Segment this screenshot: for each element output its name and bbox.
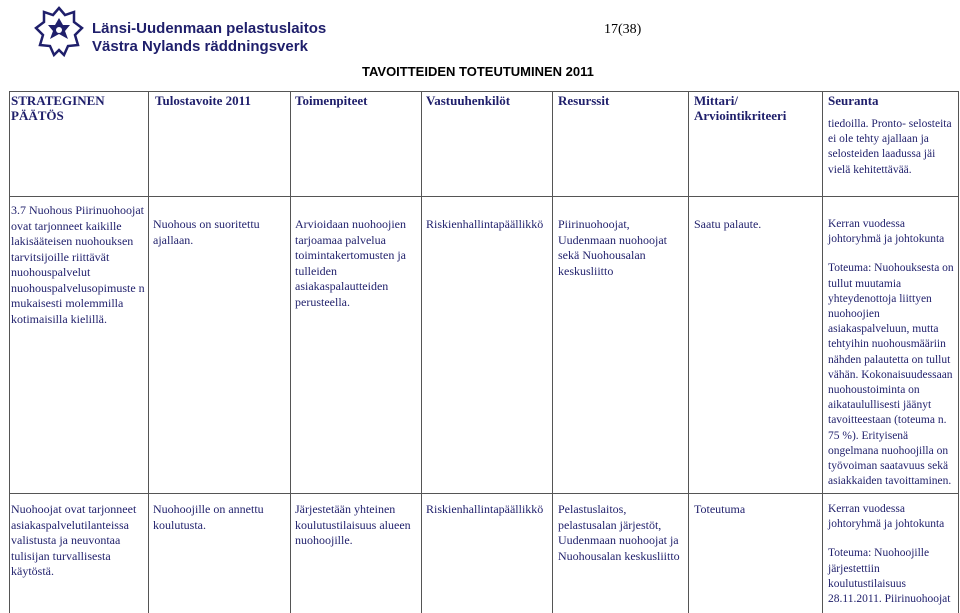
row2-strateginen: Nuohoojat ovat tarjonneet asiakaspalvelutilanteissa valistusta ja neuvontaa tulisijan turvallisesta käytöstä. xyxy=(11,502,137,578)
col-header-mittari: Mittari/ Arviointikriteeri xyxy=(694,93,787,123)
row2-seuranta-toteuma: Toteuma: Nuohoojille järjestettiin koulutustilaisuus 28.11.2011. Piirinuohoojat xyxy=(828,547,951,606)
row2-mittari: Toteutuma xyxy=(694,502,746,516)
row2-tulostavoite: Nuohoojille on annettu koulutusta. xyxy=(153,502,264,532)
row1-seuranta-toteuma: Toteuma: Nuohouksesta on tullut muutamia yhteydenottoja liittyen nuohoojien asiakaspalveluun, mutta tehtyihin nuohousmääriin nähden palautetta on tullut vähän. Kokonaisuudessaan nuohoustoiminta on aikataulullisesti jäänyt tavoitteestaan (toteuma n. 75 %). Erityisenä ongelmana nuohoojilla on työvoiman saatavuus sekä asiakkaiden tavoittaminen. xyxy=(828,262,954,488)
row2-seuranta xyxy=(828,502,956,607)
row1-toimenpiteet: Arvioidaan nuohoojien tarjoamaa palvelua toimintakertomusten ja tulleiden asiakaspalautteiden perusteella. xyxy=(295,217,406,309)
row1-seuranta xyxy=(828,217,956,489)
row1-tulostavoite: Nuohous on suoritettu ajallaan. xyxy=(153,217,260,247)
col-header-toimenpiteet: Toimenpiteet xyxy=(295,93,368,108)
document-title: TAVOITTEIDEN TOTEUTUMINEN 2011 xyxy=(362,64,594,79)
carryover-text: tiedoilla. Pronto- selosteita ei ole tehty ajallaan ja selosteiden laadussa jäi vielä kehitettävää. xyxy=(828,118,952,176)
org-name-fi: Länsi-Uudenmaan pelastuslaitos xyxy=(92,20,327,37)
row2-vastuuhenkilot: Riskienhallintapäällikkö xyxy=(426,502,544,516)
col-header-seuranta: Seuranta xyxy=(828,93,879,108)
row1-strateginen: 3.7 Nuohous Piirinuohoojat ovat tarjonneet kaikille lakisääteisen nuohouksen tarvitsijoille riittävät nuohouspalvelut nuohouspalvelusopimuste n mukaisesti molemmilla kotimaisilla kielillä. xyxy=(11,203,145,326)
col-header-strateginen: STRATEGINEN PÄÄTÖS xyxy=(11,93,105,123)
row1-seuranta-frequency: Kerran vuodessa johtoryhmä ja johtokunta xyxy=(828,218,945,246)
emblem-icon xyxy=(34,6,84,60)
row2-resurssit: Pelastuslaitos, pelastusalan järjestöt, Uudenmaan nuohoojat ja Nuohousalan keskusliitto xyxy=(558,502,680,563)
row1-mittari: Saatu palaute. xyxy=(694,217,762,231)
goals-table xyxy=(9,91,959,613)
col-header-tulostavoite: Tulostavoite 2011 xyxy=(155,93,251,108)
row1-resurssit: Piirinuohoojat, Uudenmaan nuohoojat sekä Nuohousalan keskusliitto xyxy=(558,217,667,278)
col-header-resurssit: Resurssit xyxy=(558,93,610,108)
org-name-sv: Västra Nylands räddningsverk xyxy=(92,38,308,55)
row2-seuranta-frequency: Kerran vuodessa johtoryhmä ja johtokunta xyxy=(828,503,945,531)
row1-vastuuhenkilot: Riskienhallintapäällikkö xyxy=(426,217,544,231)
row2-toimenpiteet: Järjestetään yhteinen koulutustilaisuus alueen nuohoojille. xyxy=(295,502,411,547)
page-number: 17(38) xyxy=(604,22,642,37)
col-header-vastuuhenkilot: Vastuuhenkilöt xyxy=(426,93,511,108)
